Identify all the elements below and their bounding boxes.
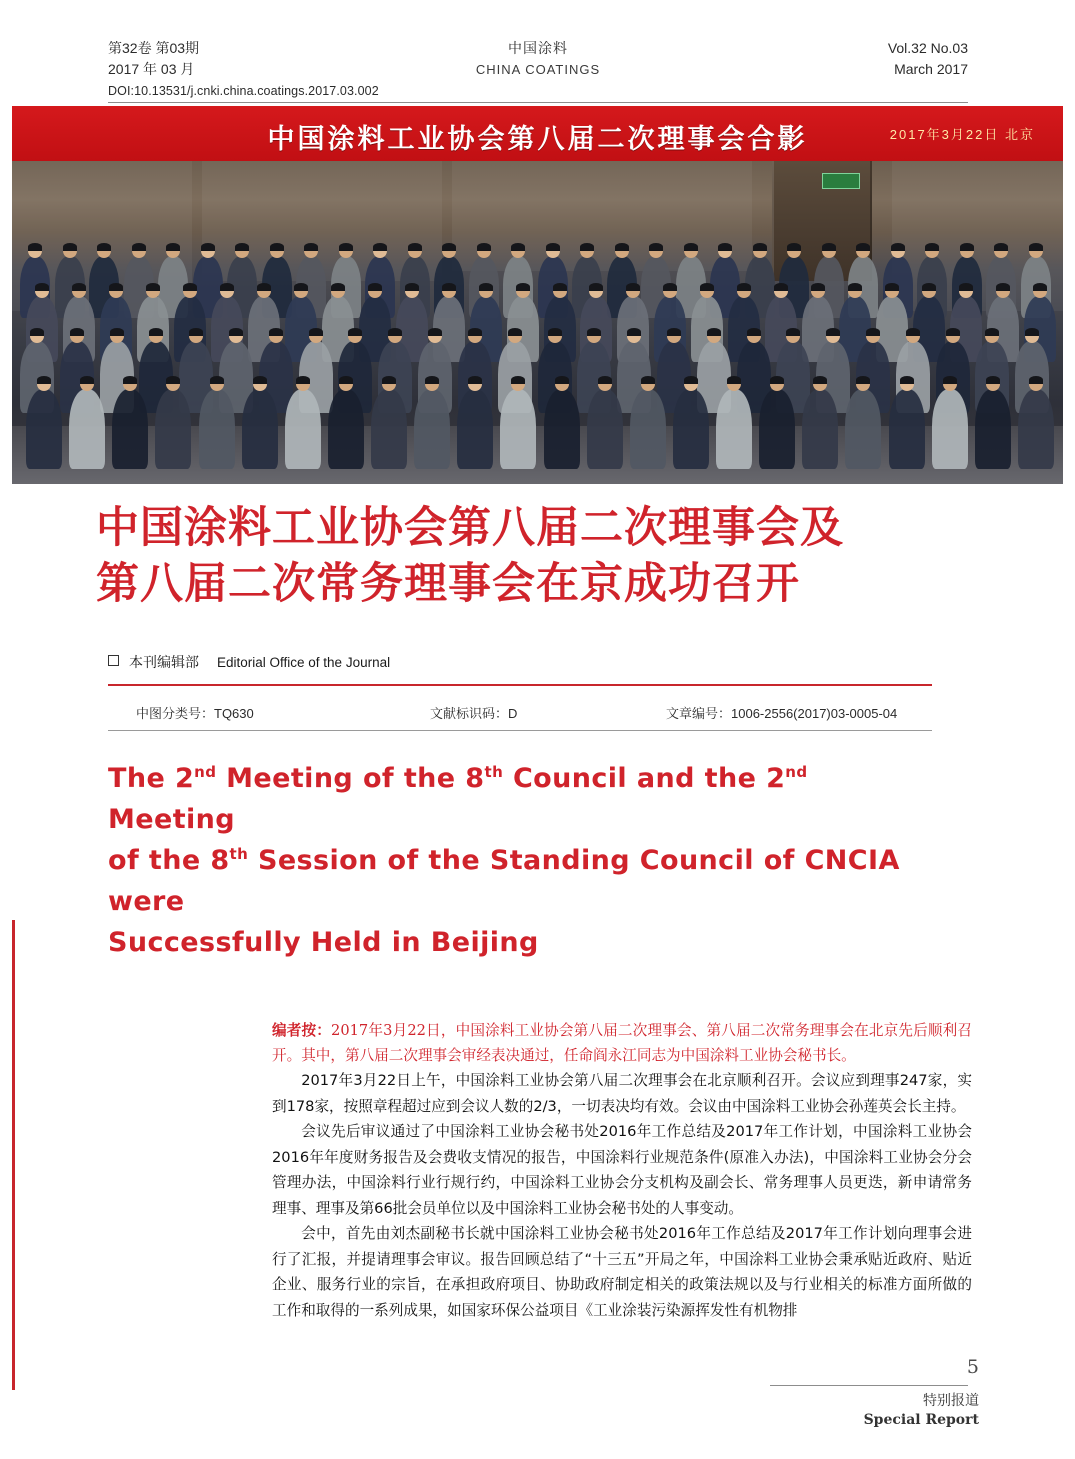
crowd-person-hair	[70, 328, 84, 336]
article-number: 文章编号：1006-2556(2017)03-0005-04	[666, 706, 898, 721]
crowd-person-hair	[235, 243, 249, 251]
crowd-person	[242, 389, 278, 469]
crowd-person-hair	[97, 243, 111, 251]
crowd-person-hair	[220, 283, 234, 291]
crowd-person-hair	[774, 283, 788, 291]
square-bullet-icon	[108, 655, 119, 666]
crowd-person-hair	[132, 243, 146, 251]
crowd-person-hair	[425, 376, 439, 384]
crowd-person-hair	[348, 328, 362, 336]
crowd-person-hair	[615, 243, 629, 251]
crowd-person-hair	[663, 283, 677, 291]
en-t1a: The 2	[108, 763, 195, 794]
section-name-cn: 特别报道	[923, 1392, 979, 1408]
crowd-person	[371, 389, 407, 469]
crowd-person-hair	[1025, 328, 1039, 336]
crowd-person-hair	[296, 376, 310, 384]
crowd-person-hair	[747, 328, 761, 336]
crowd-person-hair	[110, 328, 124, 336]
crowd-person-hair	[229, 328, 243, 336]
issue-date-cn: 2017 年 03 月	[108, 61, 195, 77]
crowd-person	[544, 389, 580, 469]
issue-date-en: March 2017	[894, 61, 968, 77]
crowd-person	[759, 389, 795, 469]
crowd-person	[932, 389, 968, 469]
crowd-person-hair	[516, 283, 530, 291]
crowd-person-hair	[811, 283, 825, 291]
page-title-cn-line2: 第八届二次常务理事会在京成功召开	[96, 559, 800, 609]
crowd-person-hair	[684, 243, 698, 251]
page-title-en	[108, 758, 938, 963]
crowd-person-hair	[63, 243, 77, 251]
crowd-person-hair	[986, 376, 1000, 384]
crowd-person	[673, 389, 709, 469]
crowd-person-hair	[210, 376, 224, 384]
crowd-person-hair	[80, 376, 94, 384]
editor-note-label: 编者按：	[272, 1022, 332, 1039]
crowd-person-hair	[339, 376, 353, 384]
crowd-person-hair	[959, 283, 973, 291]
page-title-en-line2	[108, 840, 938, 922]
crowd-person	[500, 389, 536, 469]
masthead-right	[888, 38, 968, 80]
crowd-person-hair	[339, 243, 353, 251]
crowd-person-hair	[885, 283, 899, 291]
crowd-person-hair	[30, 328, 44, 336]
crowd-person-hair	[468, 376, 482, 384]
crowd-person	[975, 389, 1011, 469]
crowd-person	[414, 389, 450, 469]
crowd-person-hair	[166, 243, 180, 251]
page-title-en-line1	[108, 758, 938, 840]
crowd-person-hair	[906, 328, 920, 336]
crowd-person-hair	[856, 376, 870, 384]
crowd-person	[587, 389, 623, 469]
photo-banner-date: 2017年3月22日 北京	[889, 127, 1035, 142]
crowd-person-hair	[511, 243, 525, 251]
crowd-person-hair	[925, 243, 939, 251]
crowd-person-hair	[727, 376, 741, 384]
crowd-person-hair	[649, 243, 663, 251]
crowd-person-hair	[35, 283, 49, 291]
crowd-person-hair	[553, 283, 567, 291]
crowd-person	[802, 389, 838, 469]
crowd-person-hair	[269, 328, 283, 336]
page-title-cn-line1: 中国涂料工业协会第八届二次理事会及	[96, 503, 844, 553]
group-photo	[12, 106, 1063, 484]
footer-divider	[770, 1385, 968, 1386]
crowd-person	[285, 389, 321, 469]
crowd-person-hair	[183, 283, 197, 291]
wall-panel	[452, 161, 752, 271]
crowd-person-hair	[946, 328, 960, 336]
paragraph: 2017年3月22日上午，中国涂料工业协会第八届二次理事会在北京顺利召开。会议应到理事247家，实到178家，按照章程超过应到会议人数的2/3，一切表决均有效。会议由中国涂料工业协会孙莲英会长主持。	[272, 1072, 972, 1115]
en-t2a: of the 8	[108, 845, 230, 876]
crowd-person-hair	[813, 376, 827, 384]
crowd-person-hair	[922, 283, 936, 291]
crowd-person-hair	[1033, 283, 1047, 291]
paragraph: 会议先后审议通过了中国涂料工业协会秘书处2016年工作总结及2017年工作计划，中国涂料工业协会2016年年度财务报告及会费收支情况的报告，中国涂料行业规范条件(原准入办法)，中国涂料工业协会分会管理办法，中国涂料行业行规行约，中国涂料工业协会分支机构及副会长、常务理事人员更迭，新申请常务理事、理事及第66批会员单位以及中国涂料工业协会秘书处的人事变动。	[272, 1123, 972, 1217]
crowd-person-hair	[253, 376, 267, 384]
crowd-person-hair	[508, 328, 522, 336]
crowd-person-hair	[201, 243, 215, 251]
en-t2b: Session of the Standing Council of CNCIA were	[108, 845, 900, 917]
crowd-person-hair	[994, 243, 1008, 251]
header-divider	[108, 102, 968, 103]
crowd-person-hair	[589, 283, 603, 291]
page-number: 5	[966, 1356, 979, 1378]
crowd-person	[155, 389, 191, 469]
crowd-person-hair	[368, 283, 382, 291]
crowd-person	[328, 389, 364, 469]
crowd-person-hair	[822, 243, 836, 251]
editor-note	[272, 1018, 972, 1068]
crowd-person	[716, 389, 752, 469]
clc-number: 中图分类号：TQ630	[136, 706, 254, 721]
crowd-person-hair	[770, 376, 784, 384]
en-t1sup1: nd	[194, 763, 217, 781]
crowd-person-hair	[580, 243, 594, 251]
crowd-person-hair	[442, 283, 456, 291]
crowd-person-hair	[28, 243, 42, 251]
crowd-person-hair	[123, 376, 137, 384]
crowd-person-hair	[737, 283, 751, 291]
crowd-person-hair	[146, 283, 160, 291]
crowd-person-hair	[294, 283, 308, 291]
editor-note-text: 2017年3月22日，中国涂料工业协会第八届二次理事会、第八届二次常务理事会在北京先后顺利召开。其中，第八届二次理事会审经表决通过，任命阎永江同志为中国涂料工业协会秘书长。	[272, 1022, 972, 1064]
en-t1sup2: th	[484, 763, 504, 781]
crowd-person-hair	[166, 376, 180, 384]
crowd-person-hair	[848, 283, 862, 291]
crowd-person-hair	[270, 243, 284, 251]
volume-issue-cn: 第32卷 第03期	[108, 40, 200, 56]
en-t1b: Meeting of the 8	[216, 763, 485, 794]
crowd-person	[69, 389, 105, 469]
crowd-person-hair	[667, 328, 681, 336]
crowd-person-hair	[428, 328, 442, 336]
crowd-person-hair	[304, 243, 318, 251]
crowd-person-hair	[707, 328, 721, 336]
page-title-cn	[96, 500, 986, 612]
crowd-person-hair	[943, 376, 957, 384]
red-divider	[108, 684, 932, 686]
crowd-person	[845, 389, 881, 469]
crowd-person-hair	[826, 328, 840, 336]
masthead-center	[108, 38, 968, 80]
crowd-person-hair	[1029, 376, 1043, 384]
journal-name-cn: 中国涂料	[508, 40, 568, 56]
page-title-en-line3: Successfully Held in Beijing	[108, 927, 539, 958]
volume-issue-en: Vol.32 No.03	[887, 40, 968, 56]
document-code: 文献标识码：D	[430, 706, 518, 721]
photo-banner-title: 中国涂料工业协会第八届二次理事会合影	[267, 124, 808, 155]
paragraph: 会中，首先由刘杰副秘书长就中国涂料工业协会秘书处2016年工作总结及2017年工作计划向理事会进行了汇报，并提请理事会审议。报告回顾总结了“十三五”开局之年，中国涂料工业协会秉承贴近政府、贴近企业、服务行业的宗旨，在承担政府项目、协助政府制定相关的政策法规以及与行业相关的标准方面所做的工作和取得的一系列成果，如国家环保公益项目《工业涂装污染源挥发性有机物排	[272, 1225, 972, 1319]
crowd-person-hair	[555, 376, 569, 384]
crowd-person-hair	[37, 376, 51, 384]
crowd-person-hair	[866, 328, 880, 336]
crowd-person-hair	[405, 283, 419, 291]
left-margin-rule	[12, 920, 15, 1390]
crowd-person-hair	[700, 283, 714, 291]
crowd-person-hair	[718, 243, 732, 251]
crowd-person-hair	[627, 328, 641, 336]
en-t1c: Council and the 2	[503, 763, 786, 794]
crowd-person-hair	[548, 328, 562, 336]
crowd-person	[889, 389, 925, 469]
en-t1d: Meeting	[108, 804, 236, 835]
author-cn: 本刊编辑部	[129, 654, 199, 670]
crowd-person-hair	[442, 243, 456, 251]
crowd-person-hair	[309, 328, 323, 336]
crowd-person	[457, 389, 493, 469]
crowd-person-hair	[856, 243, 870, 251]
crowd-person	[112, 389, 148, 469]
journal-name-en: CHINA COATINGS	[475, 62, 601, 77]
exit-sign-icon	[822, 173, 860, 189]
author-line	[108, 652, 390, 672]
crowd-person-hair	[331, 283, 345, 291]
crowd-person-hair	[996, 283, 1010, 291]
crowd-person-hair	[900, 376, 914, 384]
crowd-person	[1018, 389, 1054, 469]
crowd-person-hair	[598, 376, 612, 384]
crowd-person-hair	[684, 376, 698, 384]
crowd-person-hair	[373, 243, 387, 251]
meta-divider	[108, 730, 932, 731]
en-t1sup3: nd	[785, 763, 808, 781]
crowd-person-hair	[626, 283, 640, 291]
crowd-person	[26, 389, 62, 469]
crowd-person	[199, 389, 235, 469]
crowd-person-hair	[641, 376, 655, 384]
section-name-en: Special Report	[863, 1412, 979, 1428]
crowd-person-hair	[388, 328, 402, 336]
crowd-person-hair	[477, 243, 491, 251]
crowd-person-hair	[786, 328, 800, 336]
photo-image	[12, 161, 1063, 484]
crowd-person-hair	[72, 283, 86, 291]
crowd-person-hair	[109, 283, 123, 291]
crowd-person-hair	[891, 243, 905, 251]
crowd-person-hair	[787, 243, 801, 251]
crowd-person	[630, 389, 666, 469]
crowd-person-hair	[587, 328, 601, 336]
crowd-person-hair	[257, 283, 271, 291]
en-t2sup1: th	[229, 845, 249, 863]
crowd-person-hair	[468, 328, 482, 336]
crowd-person-hair	[149, 328, 163, 336]
crowd-person-hair	[546, 243, 560, 251]
crowd-person-hair	[189, 328, 203, 336]
article-meta	[108, 703, 932, 725]
photo-banner	[12, 106, 1063, 161]
crowd-person-hair	[382, 376, 396, 384]
crowd-person-hair	[479, 283, 493, 291]
crowd-person-hair	[960, 243, 974, 251]
article-body	[272, 1018, 972, 1323]
author-en: Editorial Office of the Journal	[217, 655, 391, 670]
crowd-person-hair	[408, 243, 422, 251]
crowd-person-hair	[985, 328, 999, 336]
crowd-person-hair	[753, 243, 767, 251]
crowd-person-hair	[511, 376, 525, 384]
doi-text: DOI:10.13531/j.cnki.china.coatings.2017.03.002	[108, 84, 379, 98]
crowd-person-hair	[1029, 243, 1043, 251]
